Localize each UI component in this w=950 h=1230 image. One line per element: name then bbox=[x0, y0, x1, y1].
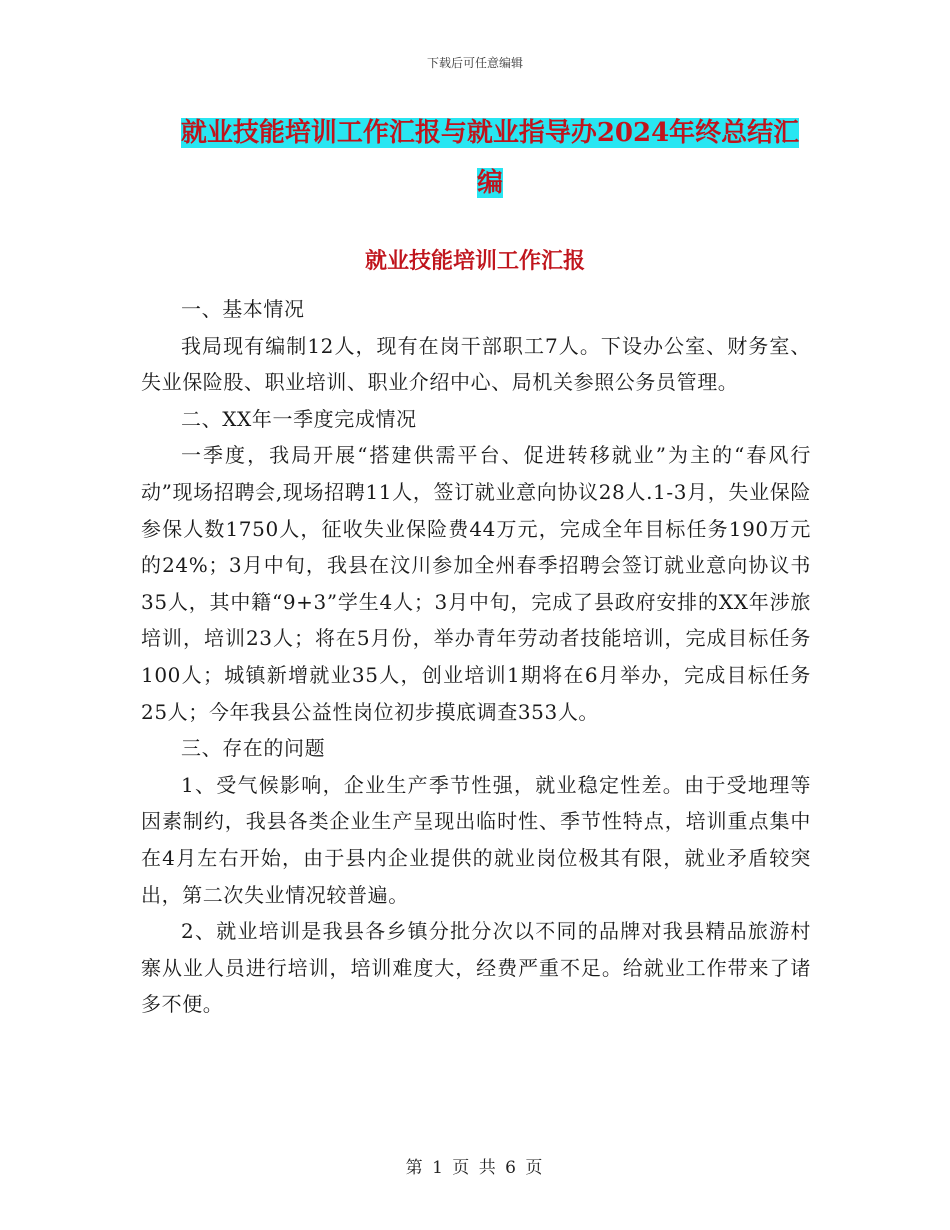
paragraph-problem-2: 2、就业培训是我县各乡镇分批分次以不同的品牌对我县精品旅游村寨从业人员进行培训，培训难度大，经费严重不足。给就业工作带来了诸多不便。 bbox=[141, 919, 811, 1017]
section-title: 就业技能培训工作汇报 bbox=[364, 248, 585, 274]
header-note: 下载后可任意编辑 bbox=[426, 56, 523, 70]
paragraph-q1-progress: 一季度，我局开展“搭建供需平台、促进转移就业”为主的“春风行动”现场招聘会,现场招聘11人，签订就业意向协议28人.1-3月，失业保险参保人数1750人，征收失业保险费44万元，完成全年目标任务190万元的24%；3月中旬，我县在汶川参加全州春季招聘会签订就业意向协议书35人，其中籍“9+3”学生4人；3月中旬，完成了县政府安排的XX年涉旅培训，培训23人；将在5月份，举办青年劳动者技能培训，完成目标任务100人；城镇新增就业35人，创业培训1期将在6月举办，完成目标任务25人；今年我县公益性岗位初步摸底调查353人。 bbox=[141, 443, 811, 724]
paragraph-problem-1: 1、受气候影响，企业生产季节性强，就业稳定性差。由于受地理等因素制约，我县各类企业生产呈现出临时性、季节性特点，培训重点集中在4月左右开始，由于县内企业提供的就业岗位极其有限，就业矛盾较突出，第二次失业情况较普遍。 bbox=[141, 772, 811, 907]
paragraph-heading-problems: 三、存在的问题 bbox=[181, 736, 326, 761]
paragraph-basic-info: 我局现有编制12人，现有在岗干部职工7人。下设办公室、财务室、失业保险股、职业培训、职业介绍中心、局机关参照公务员管理。 bbox=[141, 333, 811, 395]
paragraph-heading-basic: 一、基本情况 bbox=[181, 297, 305, 321]
paragraph-heading-q1: 二、XX年一季度完成情况 bbox=[181, 406, 417, 431]
page-number: 第 1 页 共 6 页 bbox=[405, 1158, 545, 1178]
document-title-line-1: 就业技能培训工作汇报与就业指导办2024年终总结汇 bbox=[180, 118, 800, 148]
document-body bbox=[141, 291, 811, 1023]
document-title-line-2: 编 bbox=[476, 168, 503, 198]
document-title bbox=[140, 108, 840, 208]
